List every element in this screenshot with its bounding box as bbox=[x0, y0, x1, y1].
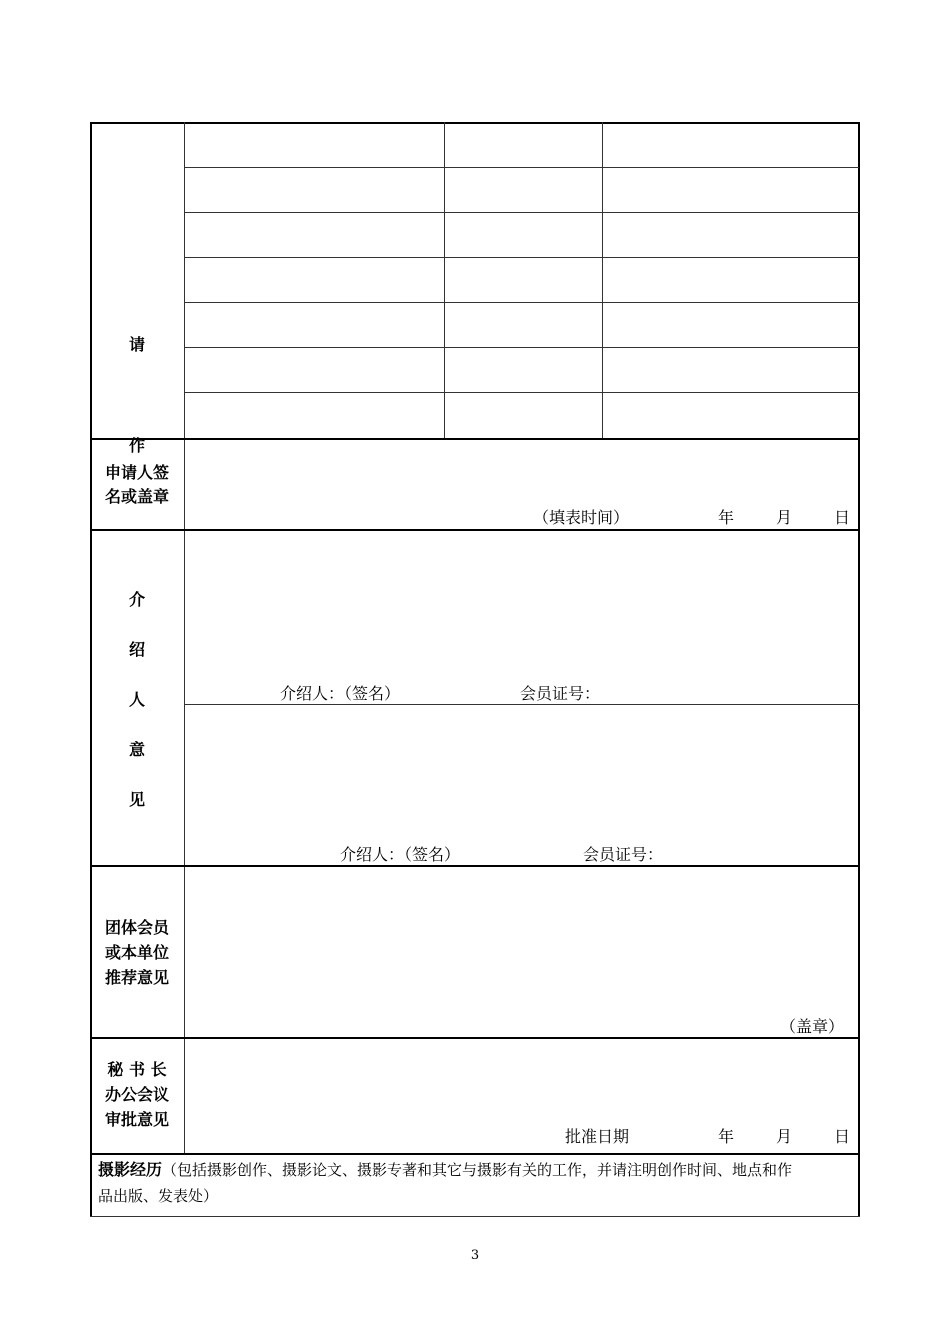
introducer-2-sign-label: 介绍人：（签名） bbox=[340, 845, 461, 864]
table-left-border bbox=[90, 122, 92, 1217]
introducer-label-char: 见 bbox=[128, 790, 145, 809]
works-row-line bbox=[184, 392, 859, 393]
introducer-top-border bbox=[90, 529, 860, 531]
works-row-line bbox=[184, 347, 859, 348]
introducer-label-char: 人 bbox=[128, 690, 145, 709]
approval-month-label: 月 bbox=[776, 1127, 793, 1146]
table-top-border bbox=[90, 122, 860, 124]
approval-date-label: 批准日期 bbox=[565, 1127, 630, 1146]
applicant-top-border bbox=[90, 438, 860, 440]
introducer-middle-line bbox=[184, 704, 859, 705]
works-row-line bbox=[184, 257, 859, 258]
works-column-divider-1 bbox=[444, 122, 445, 438]
experience-line1 bbox=[98, 1157, 854, 1183]
introducer-1-sign-label: 介绍人：（签名） bbox=[280, 684, 401, 703]
works-label-top: 请 bbox=[128, 335, 145, 354]
works-row-line bbox=[184, 212, 859, 213]
experience-top-border bbox=[90, 1153, 860, 1155]
experience-description: （包括摄影创作、摄影论文、摄影专著和其它与摄影有关的工作，并请注明创作时间、地点和作 bbox=[162, 1161, 793, 1179]
seal-label: （盖章） bbox=[780, 1017, 845, 1036]
introducer-2-member-id-label: 会员证号： bbox=[583, 845, 664, 864]
experience-description-cont: 品出版、发表处） bbox=[98, 1187, 219, 1205]
table-bottom-border bbox=[90, 1216, 860, 1217]
approval-year-label: 年 bbox=[718, 1127, 735, 1146]
experience-title: 摄影经历 bbox=[98, 1160, 163, 1179]
introducer-label-char: 绍 bbox=[128, 640, 145, 659]
secretary-label-line3: 审批意见 bbox=[104, 1110, 169, 1129]
group-top-border bbox=[90, 865, 860, 867]
table-right-border bbox=[858, 122, 860, 1217]
group-label-line1: 团体会员 bbox=[104, 918, 169, 937]
applicant-label-line1: 申请人签 bbox=[104, 463, 169, 482]
introducer-label-char: 介 bbox=[128, 590, 145, 609]
works-column-divider-2 bbox=[602, 122, 603, 438]
secretary-label-line2: 办公会议 bbox=[104, 1085, 169, 1104]
fill-time-label: （填表时间） bbox=[533, 508, 630, 527]
page-number: 3 bbox=[470, 1248, 480, 1263]
approval-day-label: 日 bbox=[834, 1127, 851, 1146]
group-label-line2: 或本单位 bbox=[104, 943, 169, 962]
introducer-label-char: 意 bbox=[128, 740, 145, 759]
group-label-line3: 推荐意见 bbox=[104, 968, 169, 987]
works-row-line bbox=[184, 167, 859, 168]
secretary-top-border bbox=[90, 1037, 860, 1039]
works-label-bottom: 作 bbox=[128, 436, 145, 455]
fill-day-label: 日 bbox=[834, 508, 851, 527]
fill-month-label: 月 bbox=[776, 508, 793, 527]
fill-year-label: 年 bbox=[718, 508, 735, 527]
label-column-divider bbox=[184, 122, 185, 1154]
secretary-label-line1: 秘 书 长 bbox=[107, 1060, 167, 1079]
applicant-label-line2: 名或盖章 bbox=[104, 487, 169, 506]
introducer-1-member-id-label: 会员证号： bbox=[520, 684, 601, 703]
works-row-line bbox=[184, 302, 859, 303]
